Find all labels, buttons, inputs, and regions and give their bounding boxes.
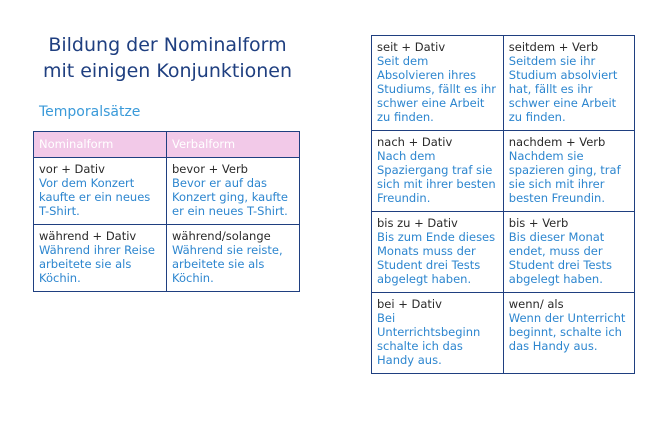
conjunction-rule: während + Dativ bbox=[39, 229, 137, 243]
table-cell bbox=[34, 158, 167, 225]
conjunction-rule: nach + Dativ bbox=[377, 135, 453, 149]
table-cell bbox=[372, 293, 504, 374]
table-row bbox=[372, 293, 635, 374]
header-verbalform: Verbalform bbox=[167, 132, 300, 158]
table-row bbox=[372, 36, 635, 131]
page-title: Bildung der Nominalform mit einigen Konjunktionen bbox=[42, 34, 293, 82]
section-subtitle: Temporalsätze bbox=[39, 104, 141, 120]
example-sentence: Nachdem sie spazieren ging, traf sie sich mit ihrer besten Freundin. bbox=[508, 149, 621, 205]
table-cell bbox=[503, 36, 634, 131]
table-cell bbox=[167, 225, 300, 292]
nominal-verbal-table bbox=[33, 131, 300, 292]
conjunction-rule: bis + Verb bbox=[508, 216, 569, 230]
conjunction-rule: vor + Dativ bbox=[39, 162, 105, 176]
conjunction-rule: bevor + Verb bbox=[172, 162, 248, 176]
table-cell bbox=[503, 212, 634, 293]
header-nominalform: Nominalform bbox=[34, 132, 167, 158]
table-row bbox=[372, 212, 635, 293]
conjunction-rule: während/solange bbox=[172, 229, 271, 243]
table-header-row bbox=[34, 132, 300, 158]
table-row bbox=[372, 131, 635, 212]
table-cell bbox=[503, 293, 634, 374]
table-cell bbox=[167, 158, 300, 225]
example-sentence: Während ihrer Reise arbeitete sie als Köchin. bbox=[39, 243, 155, 285]
example-sentence: Bis dieser Monat endet, muss der Student drei Tests abgelegt haben. bbox=[508, 230, 613, 286]
example-sentence: Seit dem Absolvieren ihres Studiums, fällt es ihr schwer eine Arbeit zu finden. bbox=[377, 54, 496, 124]
example-sentence: Bis zum Ende dieses Monats muss der Student drei Tests abgelegt haben. bbox=[377, 230, 496, 286]
table-cell bbox=[34, 225, 167, 292]
table-cell bbox=[372, 36, 504, 131]
table-cell bbox=[372, 131, 504, 212]
example-sentence: Bevor er auf das Konzert ging, kaufte er ein neues T-Shirt. bbox=[172, 176, 288, 218]
table-cell bbox=[372, 212, 504, 293]
conjunction-rule: bei + Dativ bbox=[377, 297, 442, 311]
conjunction-rule: seit + Dativ bbox=[377, 40, 446, 54]
conjunction-rule: bis zu + Dativ bbox=[377, 216, 458, 230]
example-sentence: Bei Unterrichtsbeginn schalte ich das Handy aus. bbox=[377, 311, 481, 367]
example-sentence: Während sie reiste, arbeitete sie als Köchin. bbox=[172, 243, 283, 285]
example-sentence: Seitdem sie ihr Studium absolviert hat, fällt es ihr schwer eine Arbeit zu finden. bbox=[508, 54, 618, 124]
table-row bbox=[34, 158, 300, 225]
conjunction-examples-table bbox=[371, 35, 635, 374]
example-sentence: Vor dem Konzert kaufte er ein neues T-Shirt. bbox=[39, 176, 151, 218]
table-row bbox=[34, 225, 300, 292]
example-sentence: Wenn der Unterricht beginnt, schalte ich das Handy aus. bbox=[508, 311, 626, 353]
conjunction-rule: seitdem + Verb bbox=[508, 40, 599, 54]
table-cell bbox=[503, 131, 634, 212]
example-sentence: Nach dem Spaziergang traf sie sich mit ihrer besten Freundin. bbox=[377, 149, 496, 205]
conjunction-rule: nachdem + Verb bbox=[508, 135, 606, 149]
conjunction-rule: wenn/ als bbox=[508, 297, 564, 311]
